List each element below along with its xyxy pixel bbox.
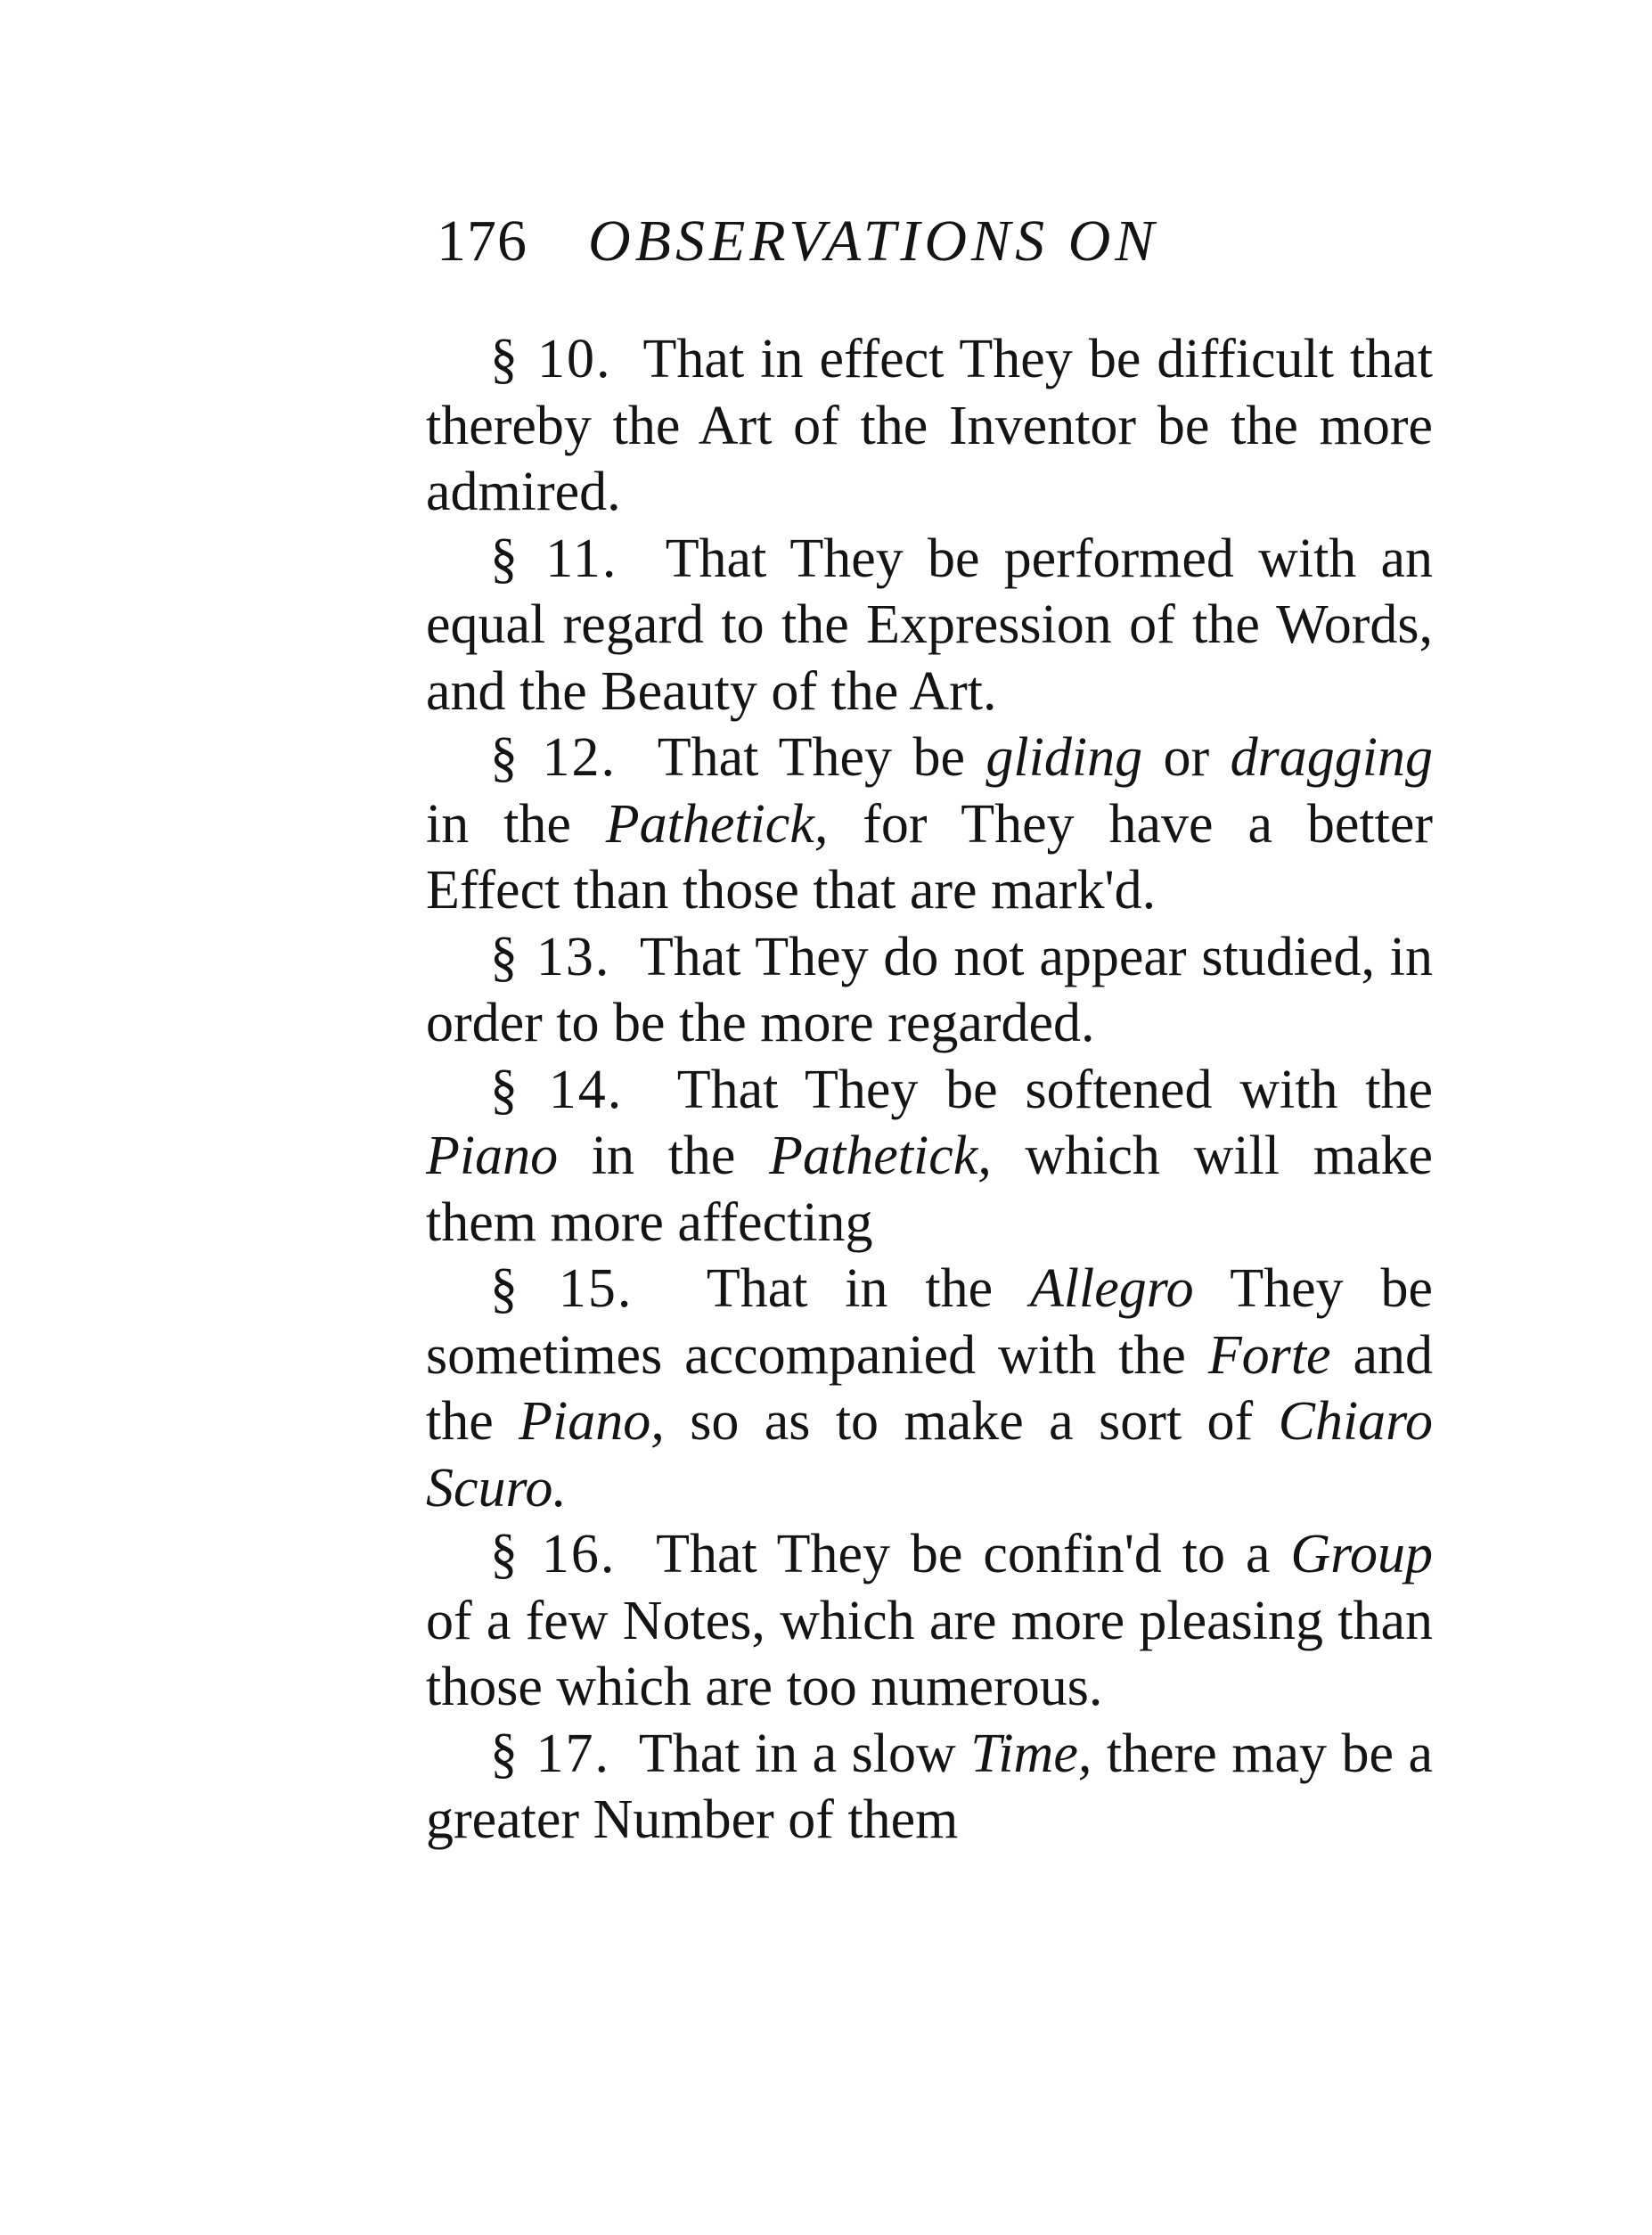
section-number: § 17. — [490, 1723, 610, 1784]
italic-text-run: Forte — [1207, 1324, 1331, 1386]
text-run: That They be performed with an equal regard to the Expression of the Words, and the Beauty of the Art. — [426, 528, 1434, 722]
paragraph-section-17 — [426, 1721, 1433, 1854]
paragraph-section-11 — [426, 526, 1433, 725]
text-run: That They do not appear studied, in order to be the more regarded. — [426, 926, 1434, 1053]
text-run: or — [1142, 727, 1231, 788]
body-text — [426, 326, 1433, 1854]
text-run: That They be confin'd to a — [656, 1524, 1291, 1584]
text-run: That They be — [657, 727, 986, 788]
text-run: That They be softened with the — [676, 1059, 1433, 1120]
paragraph-section-10 — [426, 326, 1433, 526]
text-run: That in the — [706, 1258, 1030, 1319]
page-number: 176 — [437, 209, 527, 274]
italic-text-run: Piano — [426, 1126, 559, 1186]
italic-text-run: Pathetick, — [769, 1126, 992, 1186]
section-number: § 10. — [490, 329, 612, 389]
paragraph-section-14 — [426, 1057, 1433, 1257]
section-number: § 15. — [490, 1258, 634, 1319]
text-run: in the — [426, 793, 606, 855]
text-run: They be sometimes accompanied with the — [426, 1258, 1434, 1386]
running-head-title: OBSERVATIONS ON — [588, 209, 1159, 274]
text-run: for They have a better Effect than those that are mark'd. — [426, 793, 1433, 921]
section-number: § 14. — [490, 1059, 624, 1120]
text-run: there may be a greater Number of them — [426, 1723, 1433, 1850]
italic-text-run: Group — [1290, 1524, 1433, 1584]
text-run: of a few Notes, which are more pleasing than those which are too numerous. — [426, 1590, 1433, 1717]
text-run: and the — [426, 1324, 1433, 1452]
paragraph-section-15 — [426, 1256, 1433, 1521]
paragraph-section-16 — [426, 1521, 1433, 1721]
running-head — [437, 209, 1159, 274]
paragraph-section-13 — [426, 924, 1433, 1057]
italic-text-run: Pathetick, — [605, 793, 829, 855]
section-number: § 16. — [490, 1524, 617, 1584]
section-number: § 13. — [490, 926, 611, 987]
text-run: That in a slow — [638, 1723, 971, 1784]
paragraph-section-12 — [426, 725, 1433, 924]
italic-text-run: gliding — [985, 727, 1143, 788]
section-number: § 12. — [490, 727, 617, 788]
italic-text-run: Piano, — [519, 1391, 665, 1452]
italic-text-run: Allegro — [1029, 1258, 1194, 1319]
italic-text-run: Time, — [970, 1723, 1092, 1784]
text-run: which will make them more affecting — [426, 1126, 1433, 1253]
section-number: § 11. — [490, 528, 618, 589]
italic-text-run: dragging — [1230, 727, 1433, 788]
text-run: That in effect They be difficult that thereby the Art of the Inventor be the more admired. — [426, 329, 1433, 522]
text-run: so as to make a sort of — [664, 1391, 1279, 1452]
italic-text-run: Chiaro Scuro. — [426, 1391, 1433, 1519]
text-run: in the — [558, 1126, 770, 1186]
